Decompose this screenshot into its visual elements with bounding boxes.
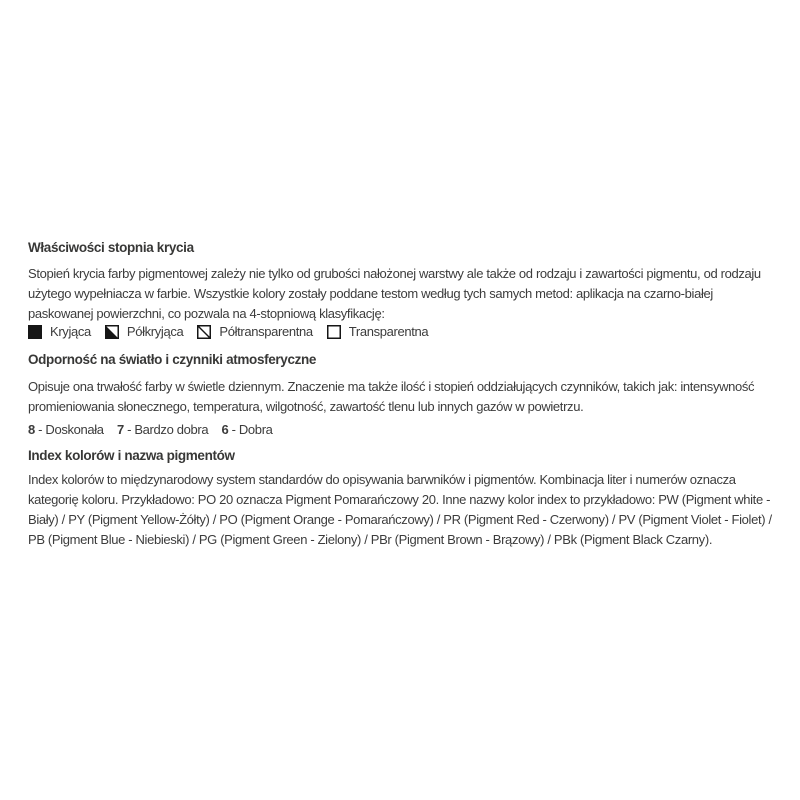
legend-item-transparentna — [327, 324, 429, 340]
square-filled-icon — [28, 325, 42, 339]
square-half-filled-icon — [105, 325, 119, 339]
legend-label: Półkryjąca — [126, 324, 184, 339]
rating-label: Doskonała — [45, 422, 104, 437]
square-diagonal-icon — [197, 325, 211, 339]
legend-label: Kryjąca — [50, 324, 91, 339]
rating-item — [117, 422, 208, 437]
rating-label: Dobra — [238, 422, 273, 437]
rating-item — [28, 422, 104, 437]
rating-separator: - — [38, 422, 43, 437]
rating-value: 7 — [116, 422, 124, 437]
section-heading-coverage: Właściwości stopnia krycia — [28, 240, 194, 255]
legend-label: Transparentna — [348, 324, 429, 339]
coverage-paragraph: Stopień krycia farby pigmentowej zależy nie tylko od grubości nałożonej warstwy ale także od rodzaju i zawartości pigmentu, od rodzaju użytego wypełniacza w farbie. Wszystkie kolory zostały poddane testom według tych samych metod: aplikacja na czarno-białej paskowanej powierzchni, co pozwala na 4-stopniową klasyfikację: — [28, 266, 761, 321]
legend-item-polkryjaca — [105, 324, 183, 340]
lightfastness-scale — [28, 420, 774, 440]
section-heading-lightfastness: Odporność na światło i czynniki atmosferyczne — [28, 352, 317, 367]
legend-label: Półtransparentna — [219, 324, 313, 339]
rating-label: Bardzo dobra — [134, 422, 209, 437]
legend-item-kryjaca — [28, 324, 91, 340]
rating-value: 8 — [28, 422, 35, 437]
square-outline-icon — [327, 325, 341, 339]
rating-separator: - — [127, 422, 132, 437]
rating-value: 6 — [221, 422, 229, 437]
description-document — [28, 240, 774, 550]
color-index-paragraph: Index kolorów to międzynarodowy system standardów do opisywania barwników i pigmentów. Kombinacja liter i numerów oznacza kategorię koloru. Przykładowo: PO 20 oznacza Pigment Pomarańczowy 20. Inne nazwy kolor index to przykładowo: PW (Pigment white - Biały) / PY (Pigment Yellow-Żółty) / PO (Pigment Orange - Pomarańczowy) / PR (Pigment Red - Czerwony) / PV (Pigment Violet - Fiolet) / PB (Pigment Blue - Niebieski) / PG (Pigment Green - Zielony) / PBr (Pigment Brown - Brązowy) / PBk (Pigment Black Czarny). — [28, 472, 772, 547]
rating-separator: - — [231, 422, 236, 437]
lightfastness-paragraph: Opisuje ona trwałość farby w świetle dziennym. Znaczenie ma także ilość i stopień oddziałujących czynników, takich jak: intensywność promieniowania słonecznego, temperatura, wilgotność, zawartość tlenu lub innych gazów w powietrzu. — [28, 379, 755, 414]
rating-item — [221, 422, 272, 437]
section-heading-color-index: Index kolorów i nazwa pigmentów — [28, 448, 235, 463]
legend-item-poltransparentna — [197, 324, 312, 340]
coverage-legend — [28, 324, 774, 340]
